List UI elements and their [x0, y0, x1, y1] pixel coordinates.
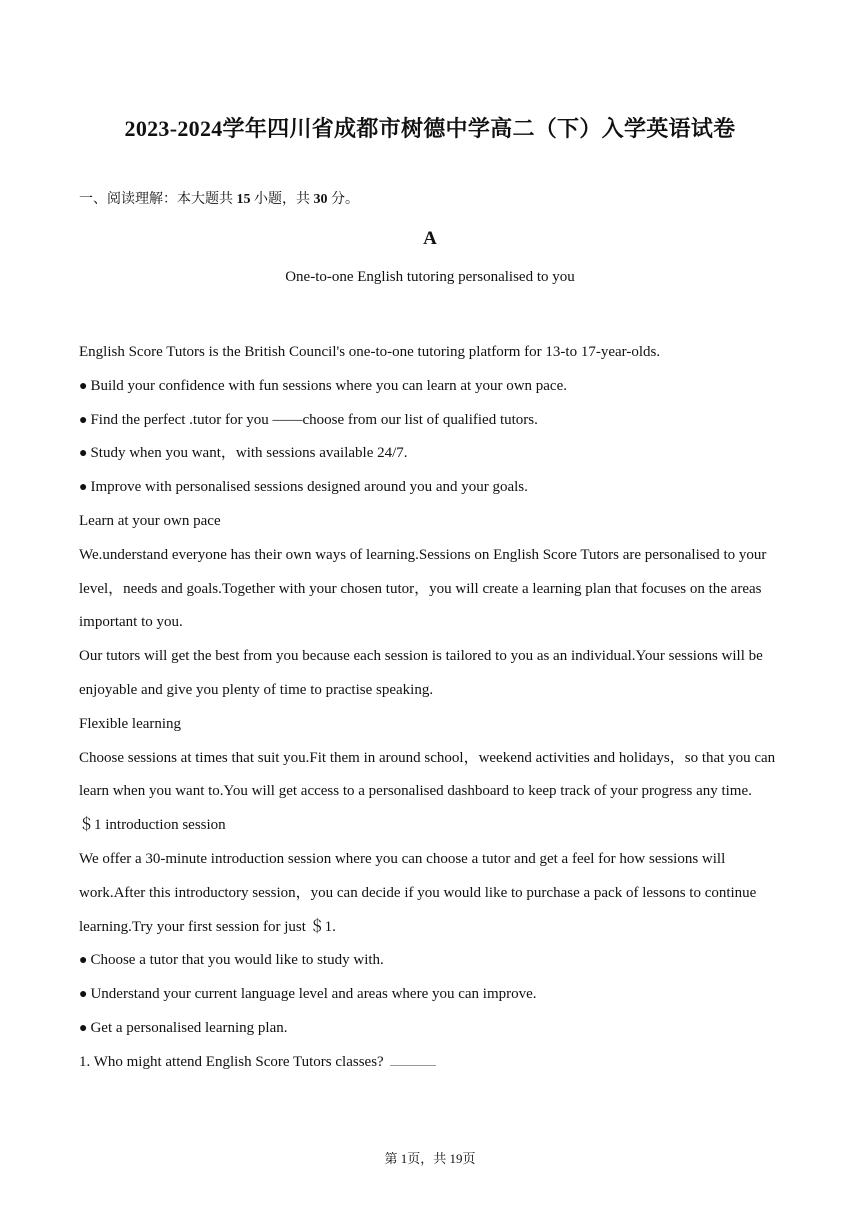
passage-body [79, 336, 789, 1080]
bullet-icon: ● [79, 987, 88, 1003]
exam-title: 2023-2024学年四川省成都市树德中学高二（下）入学英语试卷 [124, 116, 736, 141]
paragraph-line: Choose sessions at times that suit you.Fit them in around school，weekend activities and holidays，so that you can [79, 749, 776, 766]
intro-line: English Score Tutors is the British Council's one-to-one tutoring platform for 13-to 17-year-olds. [79, 344, 661, 360]
list-item: ● Get a personalised learning plan. [79, 1019, 288, 1036]
subheading: ＄1 introduction session [79, 817, 226, 834]
paragraph-line: important to you. [79, 614, 183, 631]
question-1 [79, 1046, 789, 1080]
list-item: ● Choose a tutor that you would like to study with. [79, 952, 384, 969]
paragraph-line: learn when you want to.You will get access to a personalised dashboard to keep track of your progress any time. [79, 783, 752, 800]
list-item: ● Improve with personalised sessions designed around you and your goals. [79, 479, 528, 496]
page-total: 19 [449, 1151, 463, 1166]
paragraph-line: level，needs and goals.Together with your chosen tutor，you will create a learning plan that focuses on the areas [79, 580, 762, 597]
section-heading [79, 188, 359, 208]
list-item: ● Build your confidence with fun sessions where you can learn at your own pace. [79, 377, 567, 394]
paragraph-line: enjoyable and give you plenty of time to practise speaking. [79, 681, 434, 698]
section-mid: 小题，共 [250, 192, 314, 207]
subheading: Flexible learning [79, 715, 182, 732]
bullet-icon: ● [79, 412, 88, 428]
list-item: ● Understand your current language level and areas where you can improve. [79, 986, 537, 1003]
passage-subtitle: One-to-one English tutoring personalised to you [285, 269, 575, 285]
bullet-icon: ● [79, 953, 88, 969]
paragraph-line: We offer a 30-minute introduction session where you can choose a tutor and get a feel for how sessions will [79, 850, 726, 867]
bullet-icon: ● [79, 480, 88, 496]
section-prefix: 一、阅读理解：本大题共 [79, 192, 237, 207]
subheading: Learn at your own pace [79, 512, 221, 529]
section-suffix: 分。 [327, 192, 359, 207]
passage-letter: A [423, 228, 437, 249]
paragraph-line: We.understand everyone has their own ways of learning.Sessions on English Score Tutors are personalised to your [79, 546, 767, 563]
total-points: 30 [313, 192, 328, 207]
bullet-icon: ● [79, 446, 88, 462]
paragraph-line: work.After this introductory session，you can decide if you would like to purchase a pack of lessons to continue [79, 884, 757, 901]
paragraph-line: learning.Try your first session for just ＄1. [79, 918, 336, 935]
list-item: ● Find the perfect .tutor for you ——choose from our list of qualified tutors. [79, 411, 538, 428]
question-text: 1. Who might attend English Score Tutors classes? [79, 1053, 384, 1070]
answer-blank[interactable] [390, 1051, 436, 1066]
paragraph-line: Our tutors will get the best from you because each session is tailored to you as an individual.Your sessions will be [79, 648, 763, 665]
question-count: 15 [236, 192, 251, 207]
bullet-icon: ● [79, 1020, 88, 1036]
page-footer: 第 1页，共 19页 [384, 1151, 476, 1166]
bullet-icon: ● [79, 378, 88, 394]
list-item: ● Study when you want，with sessions available 24/7. [79, 445, 408, 462]
page-number: 1 [400, 1151, 408, 1166]
